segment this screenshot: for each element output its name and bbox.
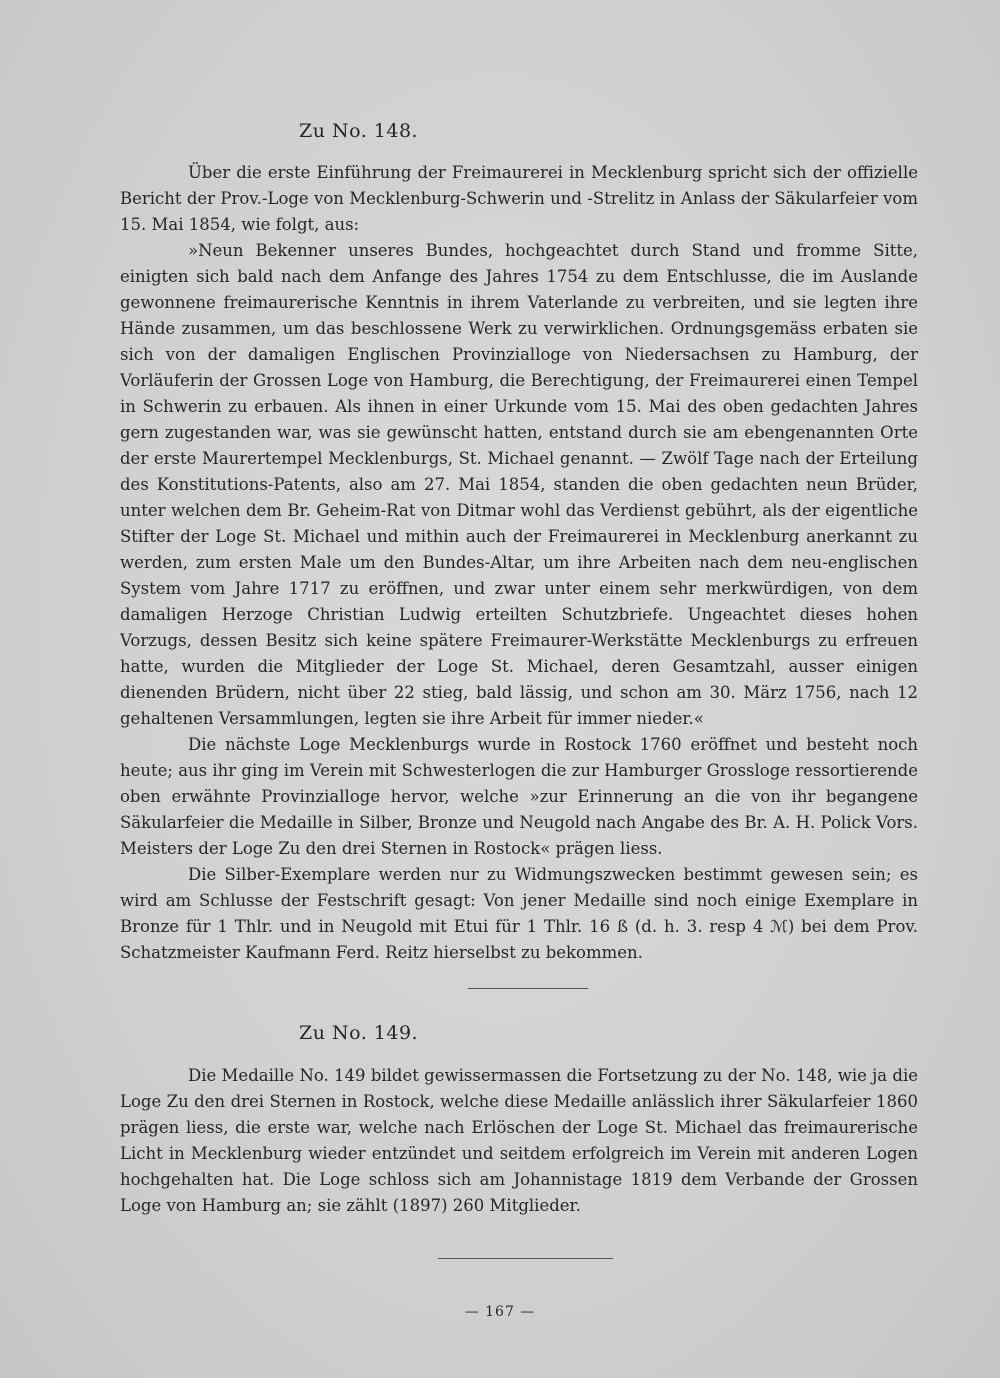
paragraph: »Neun Bekenner unseres Bundes, hochgeachtet durch Stand und fromme Sitte, einigten sich bald nach dem Anfange des Jahres 1754 zu dem Entschlusse, die im Auslande gewonnene freimaurerische Kenntnis in ihrem Vaterlande zu verbreiten, und sie legten ihre Hände zusammen, um das beschlossene Werk zu verwirklichen. Ordnungsgemäss erbaten sie sich von der damaligen Englischen Provinzialloge von Niedersachsen zu Hamburg, der Vorläuferin der Grossen Loge von Hamburg, die Berechtigung, der Freimaurerei einen Tempel in Schwerin zu erbauen. Als ihnen in einer Urkunde vom 15. Mai des oben gedachten Jahres gern zugestanden war, was sie gewünscht hatten, entstand durch sie am ebengenannten Orte der erste Maurertempel Mecklenburgs, St. Michael genannt. — Zwölf Tage nach der Erteilung des Konstitutions-Patents, also am 27. Mai 1854, standen die oben gedachten neun Brüder, unter welchen dem Br. Geheim-Rat von Ditmar wohl das Verdienst gebührt, als der eigentliche Stifter der Loge St. Michael und mithin auch der Freimaurerei in Mecklenburg anerkannt zu werden, zum ersten Male um den Bundes-Altar, um ihre Arbeiten nach dem neu-englischen System vom Jahre 1717 zu eröffnen, und zwar unter einem sehr merkwürdigen, von dem damaligen Herzoge Christian Ludwig erteilten Schutzbriefe. Ungeachtet dieses hohen Vorzugs, dessen Besitz sich keine spätere Freimaurer-Werkstätte Mecklenburgs zu erfreuen hatte, wurden die Mitglieder der Loge St. Michael, deren Gesamtzahl, ausser einigen dienenden Brüdern, nicht über 22 stieg, bald lässig, und schon am 30. März 1756, nach 12 gehaltenen Versammlungen, legten sie ihre Arbeit für immer nieder.« [120,241,918,728]
section-heading-148: Zu No. 148. [299,120,419,142]
paragraph: Die Silber-Exemplare werden nur zu Widmungszwecken bestimmt gewesen sein; es wird am Schlusse der Festschrift gesagt: Von jener Medaille sind noch einige Exemplare in Bronze für 1 Thlr. und in Neugold mit Etui für 1 Thlr. 16 ß (d. h. 3. resp 4 ℳ) bei dem Prov. Schatzmeister Kaufmann Ferd. Reitz hierselbst zu bekommen. [120,865,918,962]
paragraph: Über die erste Einführung der Freimaurerei in Mecklenburg spricht sich der offizielle Bericht der Prov.-Loge von Mecklenburg-Schwerin und -Strelitz in Anlass der Säkularfeier vom 15. Mai 1854, wie folgt, aus: [120,163,918,234]
paragraph: Die Medaille No. 149 bildet gewissermassen die Fortsetzung zu der No. 148, wie ja die Loge Zu den drei Sternen in Rostock, welche diese Medaille anlässlich ihrer Säkularfeier 1860 prägen liess, die erste war, welche nach Erlöschen der Loge St. Michael das freimaurerische Licht in Mecklenburg wieder entzündet und seitdem erfolgreich im Verein mit anderen Logen hochgehalten hat. Die Loge schloss sich am Johannistage 1819 dem Verbande der Grossen Loge von Hamburg an; sie zählt (1897) 260 Mitglieder. [120,1066,918,1215]
section-heading-149: Zu No. 149. [299,1022,419,1044]
page-number: — 167 — [464,1304,536,1320]
end-divider [438,1258,613,1259]
paragraph: Die nächste Loge Mecklenburgs wurde in Rostock 1760 eröffnet und besteht noch heute; aus ihr ging im Verein mit Schwesterlogen die zur Hamburger Grossloge ressortierende oben erwähnte Provinzialloge hervor, welche »zur Erinnerung an die von ihr begangene Säkularfeier die Medaille in Silber, Bronze und Neugold nach Angabe des Br. A. H. Polick Vors. Meisters der Loge Zu den drei Sternen in Rostock« prägen liess. [120,735,918,858]
section-divider [468,988,588,989]
section-body-148 [120,160,918,966]
section-body-149 [120,1063,918,1219]
